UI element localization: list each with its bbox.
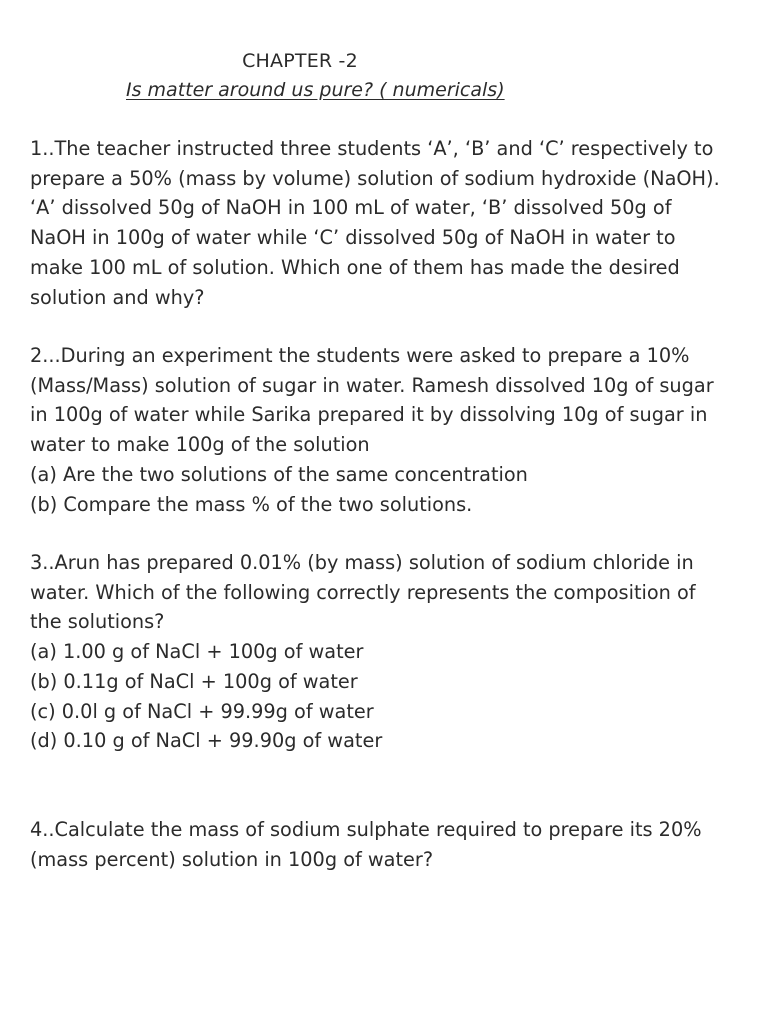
question-line: solution and why? bbox=[30, 285, 205, 309]
question-3 bbox=[30, 548, 748, 756]
chapter-heading: CHAPTER -2 bbox=[242, 50, 358, 72]
question-4 bbox=[30, 815, 748, 874]
question-1 bbox=[30, 134, 748, 312]
question-line: 2...During an experiment the students were asked to prepare a 10% bbox=[30, 344, 690, 367]
question-line: make 100 mL of solution. Which one of them has made the desired bbox=[30, 255, 680, 279]
question-line: prepare a 50% (mass by volume) solution of sodium hydroxide (NaOH). bbox=[30, 166, 720, 190]
question-line: (Mass/Mass) solution of sugar in water. Ramesh dissolved 10g of sugar bbox=[30, 373, 714, 397]
question-option-d: (d) 0.10 g of NaCl + 99.90g of water bbox=[30, 729, 383, 753]
question-option-c: (c) 0.0l g of NaCl + 99.99g of water bbox=[30, 699, 374, 723]
question-line: ‘A’ dissolved 50g of NaOH in 100 mL of water, ‘B’ dissolved 50g of bbox=[30, 196, 672, 220]
question-line: NaOH in 100g of water while ‘C’ dissolved 50g of NaOH in water to bbox=[30, 226, 676, 250]
question-line: (mass percent) solution in 100g of water? bbox=[30, 847, 434, 871]
question-option-a: (a) 1.00 g of NaCl + 100g of water bbox=[30, 640, 364, 664]
question-option-a: (a) Are the two solutions of the same concentration bbox=[30, 462, 528, 486]
chapter-subtitle: Is matter around us pure? ( numericals) bbox=[126, 79, 505, 101]
question-line: water to make 100g of the solution bbox=[30, 433, 370, 457]
question-line: the solutions? bbox=[30, 610, 165, 634]
question-option-b: (b) Compare the mass % of the two solutions. bbox=[30, 492, 473, 516]
question-line: water. Which of the following correctly represents the composition of bbox=[30, 580, 696, 604]
question-option-b: (b) 0.11g of NaCl + 100g of water bbox=[30, 669, 358, 693]
question-line: 3..Arun has prepared 0.01% (by mass) solution of sodium chloride in bbox=[30, 551, 694, 574]
question-line: 1..The teacher instructed three students ‘A’, ‘B’ and ‘C’ respectively to bbox=[30, 137, 714, 160]
question-line: in 100g of water while Sarika prepared it by dissolving 10g of sugar in bbox=[30, 403, 708, 427]
question-line: 4..Calculate the mass of sodium sulphate required to prepare its 20% bbox=[30, 818, 702, 841]
question-2 bbox=[30, 341, 748, 519]
